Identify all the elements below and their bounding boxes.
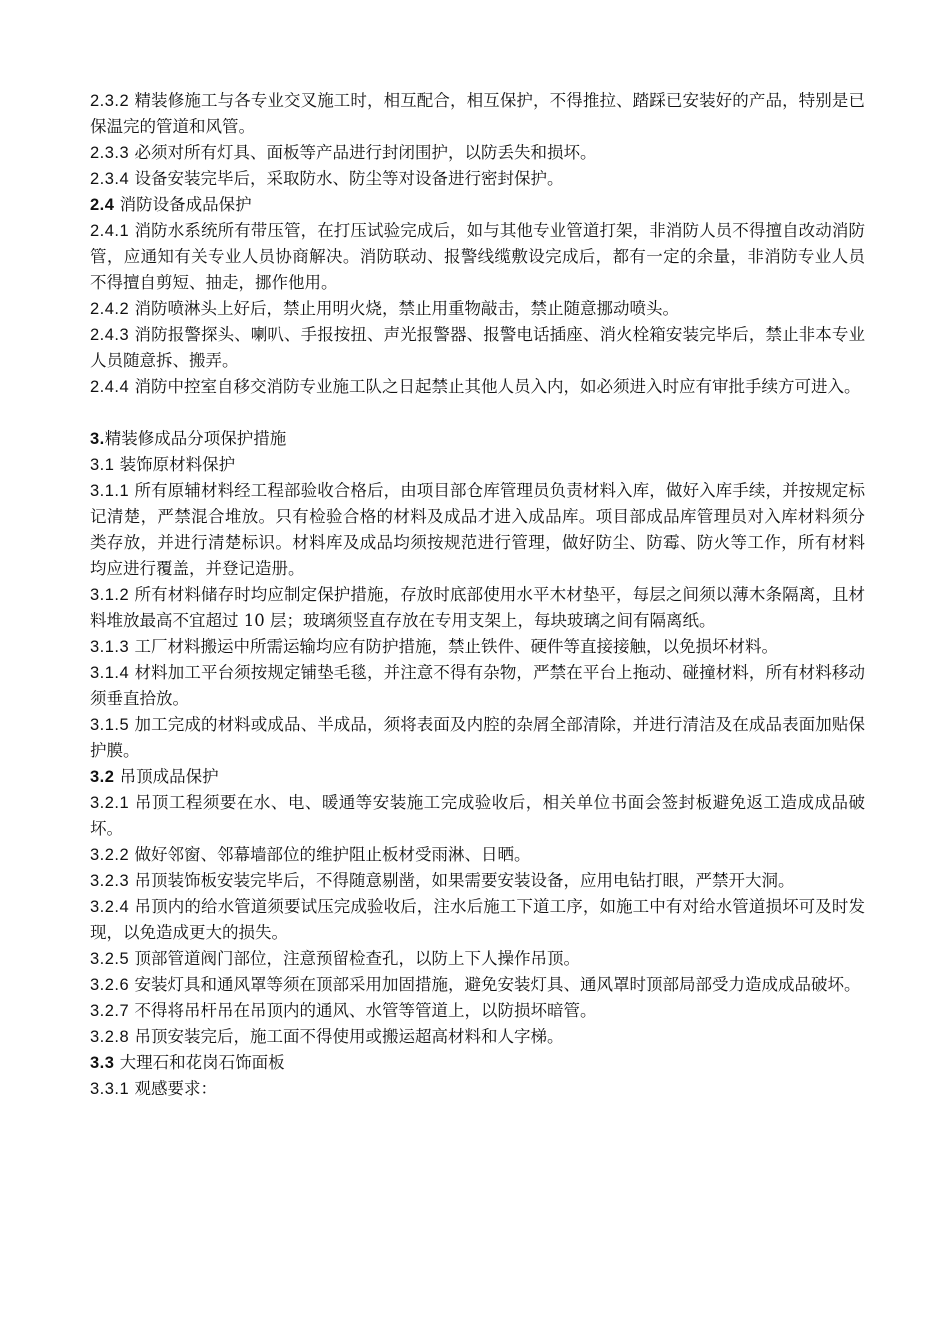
paragraph (90, 998, 865, 1024)
paragraph-text: 工厂材料搬运中所需运输均应有防护措施，禁止铁件、硬件等直接接触，以免损坏材料。 (129, 637, 778, 656)
section-number: 3.3 (90, 1054, 115, 1072)
section-number: 3.1.3 (90, 638, 130, 656)
section-number: 3.2.5 (90, 950, 130, 968)
paragraph-text: 所有原辅材料经工程部验收合格后，由项目部仓库管理员负责材料入库，做好入库手续，并按规定标记清楚，严禁混合堆放。只有检验合格的材料及成品才进入成品库。项目部成品库管理员对入库材料须分类存放，并进行清楚标识。材料库及成品均须按规范进行管理，做好防尘、防霉、防火等工作，所有材料均应进行覆盖，并登记造册。 (90, 481, 865, 578)
paragraph (90, 322, 865, 374)
paragraph-text: 消防中控室自移交消防专业施工队之日起禁止其他人员入内，如必须进入时应有审批手续方可进入。 (129, 377, 861, 396)
paragraph (90, 946, 865, 972)
section-number: 3.2 (90, 768, 115, 786)
paragraph-text: 做好邻窗、邻幕墙部位的维护阻止板材受雨淋、日晒。 (129, 845, 531, 864)
section-number: 2.4.4 (90, 378, 130, 396)
paragraph-text: 吊顶工程须要在水、电、暖通等安装施工完成验收后，相关单位书面会签封板避免返工造成成品破坏。 (90, 793, 865, 838)
section-number: 2.3.2 (90, 92, 130, 110)
paragraph (90, 712, 865, 764)
paragraph-text: 精装修成品分项保护措施 (104, 429, 287, 448)
paragraph (90, 868, 865, 894)
paragraph (90, 582, 865, 634)
paragraph (90, 1024, 865, 1050)
paragraph-text: 不得将吊杆吊在吊顶内的通风、水管等管道上，以防损坏暗管。 (129, 1001, 597, 1020)
section-number: 3.2.1 (90, 794, 130, 812)
paragraph-text: 消防水系统所有带压管，在打压试验完成后，如与其他专业管道打架，非消防人员不得擅自改动消防管，应通知有关专业人员协商解决。消防联动、报警线缆敷设完成后，都有一定的余量，非消防专业人员不得擅自剪短、抽走，挪作他用。 (90, 221, 865, 292)
paragraph (90, 452, 865, 478)
paragraph-text: 吊顶安装完后，施工面不得使用或搬运超高材料和人字梯。 (129, 1027, 564, 1046)
paragraph (90, 192, 865, 218)
paragraph (90, 140, 865, 166)
section-number: 2.3.3 (90, 144, 130, 162)
paragraph (90, 790, 865, 842)
section-number: 3.1.2 (90, 586, 130, 604)
document-page (90, 88, 865, 1102)
section-number: 3.2.3 (90, 872, 130, 890)
paragraph-text: 顶部管道阀门部位，注意预留检查孔，以防上下人操作吊顶。 (129, 949, 580, 968)
section-number: 3.2.4 (90, 898, 130, 916)
paragraph (90, 764, 865, 790)
paragraph-text: 加工完成的材料或成品、半成品，须将表面及内腔的杂屑全部清除，并进行清洁及在成品表面加贴保护膜。 (90, 715, 865, 760)
paragraph (90, 1050, 865, 1076)
paragraph (90, 634, 865, 660)
paragraph (90, 972, 865, 998)
section-number: 2.3.4 (90, 170, 130, 188)
section-number: 3.2.8 (90, 1028, 130, 1046)
paragraph-text: 装饰原材料保护 (114, 455, 236, 474)
paragraph (90, 478, 865, 582)
paragraph-text: 消防喷淋头上好后，禁止用明火烧，禁止用重物敲击，禁止随意挪动喷头。 (129, 299, 679, 318)
paragraph-text: 观感要求： (129, 1079, 217, 1098)
section-number: 2.4 (90, 196, 115, 214)
paragraph-text: 消防设备成品保护 (114, 195, 252, 214)
section-number: 2.4.2 (90, 300, 130, 318)
section-number: 3.2.2 (90, 846, 130, 864)
paragraph (90, 660, 865, 712)
paragraph (90, 374, 865, 400)
section-number: 3. (90, 430, 105, 448)
paragraph-text: 吊顶成品保护 (114, 767, 219, 786)
section-number: 3.2.7 (90, 1002, 130, 1020)
section-number: 3.2.6 (90, 976, 130, 994)
paragraph (90, 88, 865, 140)
paragraph (90, 296, 865, 322)
blank-line (90, 400, 865, 426)
section-number: 3.1 (90, 456, 115, 474)
paragraph-text: 安装灯具和通风罩等须在顶部采用加固措施，避免安装灯具、通风罩时顶部局部受力造成成品破坏。 (129, 975, 861, 994)
paragraph (90, 842, 865, 868)
paragraph (90, 894, 865, 946)
paragraph-text: 必须对所有灯具、面板等产品进行封闭围护，以防丢失和损坏。 (129, 143, 597, 162)
paragraph-text: 精装修施工与各专业交叉施工时，相互配合，相互保护，不得推拉、踏踩已安装好的产品，特别是已保温完的管道和风管。 (90, 91, 865, 136)
paragraph-text: 吊顶装饰板安装完毕后，不得随意剔凿，如果需要安装设备，应用电钻打眼，严禁开大洞。 (129, 871, 795, 890)
paragraph (90, 426, 865, 452)
paragraph-text: 材料加工平台须按规定铺垫毛毯，并注意不得有杂物，严禁在平台上拖动、碰撞材料，所有材料移动须垂直拾放。 (90, 663, 865, 708)
paragraph (90, 166, 865, 192)
paragraph (90, 218, 865, 296)
paragraph-text: 消防报警探头、喇叭、手报按扭、声光报警器、报警电话插座、消火栓箱安装完毕后，禁止非本专业人员随意拆、搬弄。 (90, 325, 865, 370)
section-number: 2.4.1 (90, 222, 130, 240)
section-number: 3.1.4 (90, 664, 130, 682)
section-number: 3.1.1 (90, 482, 130, 500)
section-number: 2.4.3 (90, 326, 130, 344)
section-number: 3.3.1 (90, 1080, 130, 1098)
paragraph (90, 1076, 865, 1102)
paragraph-text: 设备安装完毕后，采取防水、防尘等对设备进行密封保护。 (129, 169, 564, 188)
paragraph-text: 所有材料储存时均应制定保护措施，存放时底部使用水平木材垫平，每层之间须以薄木条隔离，且材料堆放最高不宜超过 10 层；玻璃须竖直存放在专用支架上，每块玻璃之间有隔离纸。 (90, 585, 865, 630)
paragraph-text: 吊顶内的给水管道须要试压完成验收后，注水后施工下道工序，如施工中有对给水管道损坏可及时发现，以免造成更大的损失。 (90, 897, 865, 942)
section-number: 3.1.5 (90, 716, 130, 734)
paragraph-text: 大理石和花岗石饰面板 (114, 1053, 285, 1072)
